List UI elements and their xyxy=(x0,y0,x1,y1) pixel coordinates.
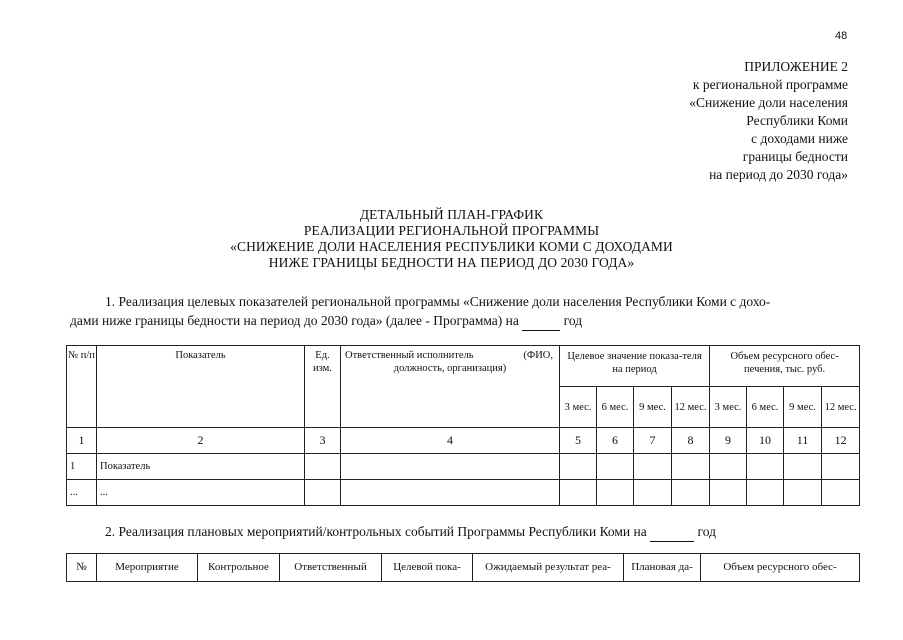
cell xyxy=(672,480,710,506)
cell xyxy=(597,454,634,480)
column-number: 5 xyxy=(560,428,597,454)
events-table xyxy=(66,553,860,582)
header-cell: Плановая да- xyxy=(624,554,701,582)
cell xyxy=(747,480,784,506)
cell xyxy=(305,454,341,480)
cell xyxy=(710,480,747,506)
row-indicator: ... xyxy=(97,480,305,506)
period-cell: 3 мес. xyxy=(560,387,597,428)
header-cell: Объем ресурсного обес- xyxy=(701,554,860,582)
column-number: 3 xyxy=(305,428,341,454)
cell xyxy=(634,480,672,506)
header-target: Целевое значение показа-теля на период xyxy=(560,346,710,387)
column-number: 9 xyxy=(710,428,747,454)
cell xyxy=(710,454,747,480)
table-row xyxy=(67,480,860,506)
cell xyxy=(784,480,822,506)
header-cell: Ответственный xyxy=(280,554,382,582)
document-title xyxy=(0,207,903,271)
header-unit: Ед. изм. xyxy=(305,346,341,428)
row-num: ... xyxy=(67,480,97,506)
page-number: 48 xyxy=(835,30,848,42)
header-num: № п/п xyxy=(67,346,97,428)
title-line: ДЕТАЛЬНЫЙ ПЛАН-ГРАФИК xyxy=(359,207,544,222)
column-number: 8 xyxy=(672,428,710,454)
column-number: 2 xyxy=(97,428,305,454)
appendix-block xyxy=(689,58,848,184)
period-cell: 6 мес. xyxy=(597,387,634,428)
section1-text: дами ниже границы бедности на период до 2030 года» (далее - Программа) на xyxy=(70,313,519,328)
cell xyxy=(672,454,710,480)
appendix-line: на период до 2030 года» xyxy=(709,167,848,182)
header-cell: Ожидаемый результат реа- xyxy=(473,554,624,582)
column-number: 12 xyxy=(822,428,860,454)
header-cell: Мероприятие xyxy=(97,554,198,582)
cell xyxy=(597,480,634,506)
period-cell: 3 мес. xyxy=(710,387,747,428)
row-indicator: Показатель xyxy=(97,454,305,480)
year-word: год xyxy=(697,524,716,539)
cell xyxy=(784,454,822,480)
header-indicator: Показатель xyxy=(97,346,305,428)
title-line: НИЖЕ ГРАНИЦЫ БЕДНОСТИ НА ПЕРИОД ДО 2030 ГОДА» xyxy=(268,255,635,270)
appendix-line: к региональной программе xyxy=(692,77,848,92)
appendix-line: границы бедности xyxy=(742,149,848,164)
period-cell: 12 мес. xyxy=(672,387,710,428)
table-row xyxy=(67,454,860,480)
period-cell: 6 мес. xyxy=(747,387,784,428)
header-cell: Целевой пока- xyxy=(382,554,473,582)
title-line: «СНИЖЕНИЕ ДОЛИ НАСЕЛЕНИЯ РЕСПУБЛИКИ КОМИ С ДОХОДАМИ xyxy=(230,239,673,254)
cell xyxy=(560,480,597,506)
section2-text: 2. Реализация плановых мероприятий/контрольных событий Программы Республики Коми на xyxy=(105,524,647,539)
period-cell: 12 мес. xyxy=(822,387,860,428)
title-line: РЕАЛИЗАЦИИ РЕГИОНАЛЬНОЙ ПРОГРАММЫ xyxy=(303,223,600,238)
indicators-table xyxy=(66,345,860,506)
cell xyxy=(822,454,860,480)
period-cell: 9 мес. xyxy=(784,387,822,428)
column-number: 4 xyxy=(341,428,560,454)
column-number: 7 xyxy=(634,428,672,454)
period-cell: 9 мес. xyxy=(634,387,672,428)
column-number: 10 xyxy=(747,428,784,454)
column-number: 6 xyxy=(597,428,634,454)
cell xyxy=(341,480,560,506)
appendix-line: с доходами ниже xyxy=(751,131,848,146)
year-word: год xyxy=(563,313,583,328)
cell xyxy=(822,480,860,506)
header-cell: № xyxy=(67,554,97,582)
column-number: 1 xyxy=(67,428,97,454)
section2-line xyxy=(105,523,716,542)
appendix-line: Республики Коми xyxy=(746,113,848,128)
cell xyxy=(560,454,597,480)
header-cell: Контрольное xyxy=(198,554,280,582)
section1-line2 xyxy=(70,312,582,331)
cell xyxy=(341,454,560,480)
header-responsible: Ответственный исполнитель (ФИО, должность, организация) xyxy=(341,346,560,428)
cell xyxy=(305,480,341,506)
appendix-line: ПРИЛОЖЕНИЕ 2 xyxy=(744,59,848,74)
cell xyxy=(747,454,784,480)
year-blank xyxy=(522,312,560,331)
year-blank xyxy=(650,523,694,542)
cell xyxy=(634,454,672,480)
row-num: 1 xyxy=(67,454,97,480)
appendix-line: «Снижение доли населения xyxy=(689,95,848,110)
header-resources: Объем ресурсного обес-печения, тыс. руб. xyxy=(710,346,860,387)
column-number: 11 xyxy=(784,428,822,454)
section1-line1: 1. Реализация целевых показателей региональной программы «Снижение доли населения Республики Коми с дохо- xyxy=(105,294,771,309)
